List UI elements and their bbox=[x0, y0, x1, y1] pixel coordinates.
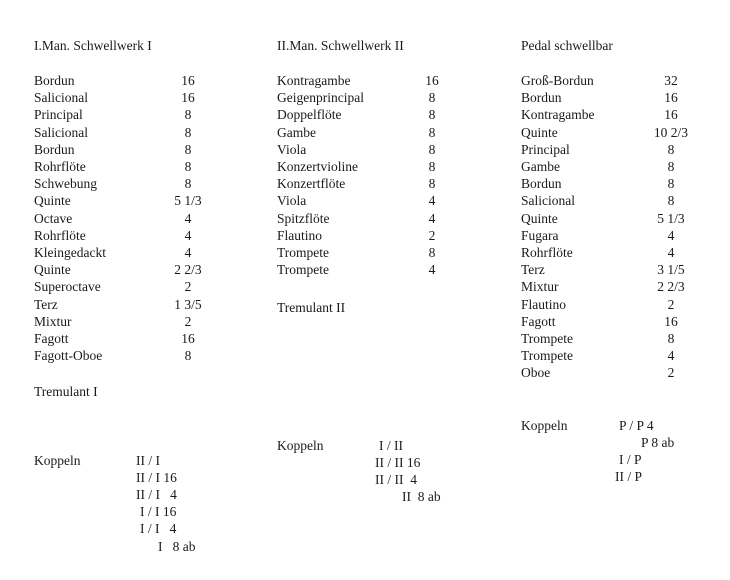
stop-size: 8 bbox=[428, 245, 436, 260]
stop-size: 2 2/3 bbox=[657, 279, 685, 295]
stop-name: Fugara bbox=[521, 227, 559, 243]
stop-size: 8 bbox=[184, 107, 192, 123]
stop-name: Quinte bbox=[521, 210, 558, 226]
stop-name: Quinte bbox=[34, 193, 71, 209]
stop-size: 8 bbox=[667, 193, 675, 209]
stop-name: Bordun bbox=[521, 176, 562, 192]
manual1-coupler: I / I 4 bbox=[140, 521, 177, 536]
stop-name: Schwebung bbox=[34, 176, 97, 192]
stop-name: Mixtur bbox=[34, 313, 72, 329]
stop-size: 16 bbox=[664, 313, 678, 329]
stop-name: Octave bbox=[34, 210, 73, 226]
stop-size: 4 bbox=[184, 227, 192, 243]
stop-size: 16 bbox=[181, 73, 195, 88]
stop-name: Salicional bbox=[34, 90, 88, 106]
stop-size: 16 bbox=[181, 90, 195, 106]
stop-size: 16 bbox=[425, 73, 439, 88]
stop-size: 8 bbox=[667, 331, 675, 346]
stop-name: Salicional bbox=[521, 193, 575, 209]
manual1-title: I.Man. Schwellwerk I bbox=[34, 38, 152, 53]
stop-name: Oboe bbox=[521, 365, 551, 381]
stop-name: Gambe bbox=[277, 124, 316, 140]
stop-name: Terz bbox=[521, 262, 545, 278]
manual2-coupler: II / II 16 bbox=[375, 455, 421, 470]
stop-size: 8 bbox=[428, 141, 436, 157]
stop-size: 8 bbox=[667, 141, 675, 157]
manual2-coupler: I / II bbox=[379, 438, 403, 453]
stop-name: Konzertflöte bbox=[277, 176, 346, 192]
stop-name: Flautino bbox=[277, 227, 323, 243]
pedal-coupler: P 8 ab bbox=[641, 435, 675, 450]
pedal-koppeln-label: Koppeln bbox=[521, 418, 568, 433]
stop-size: 2 2/3 bbox=[174, 262, 202, 278]
stop-size: 8 bbox=[184, 176, 192, 192]
stop-size: 8 bbox=[428, 176, 436, 192]
stop-name: Konzertvioline bbox=[277, 159, 358, 174]
stop-name: Geigenprincipal bbox=[277, 90, 364, 106]
stop-size: 8 bbox=[428, 90, 436, 106]
stop-size: 4 bbox=[667, 348, 675, 364]
stop-size: 16 bbox=[664, 90, 678, 106]
manual1-coupler: II / I 16 bbox=[136, 470, 177, 485]
pedal-coupler: I / P bbox=[619, 452, 642, 467]
stop-name: Viola bbox=[277, 193, 307, 209]
stop-name: Bordun bbox=[521, 90, 562, 106]
stop-size: 8 bbox=[184, 124, 192, 140]
pedal-title: Pedal schwellbar bbox=[521, 38, 613, 53]
stop-size: 4 bbox=[428, 262, 436, 278]
stop-size: 32 bbox=[664, 73, 678, 88]
stop-size: 8 bbox=[184, 159, 192, 174]
stop-size: 10 2/3 bbox=[653, 124, 689, 140]
stop-size: 8 bbox=[667, 159, 675, 174]
manual1-coupler: I / I 16 bbox=[140, 504, 177, 519]
stop-size: 16 bbox=[181, 331, 195, 346]
stop-name: Mixtur bbox=[521, 279, 559, 295]
stop-name: Trompete bbox=[277, 262, 330, 278]
stop-name: Principal bbox=[34, 107, 83, 123]
stop-size: 5 1/3 bbox=[174, 193, 202, 209]
pedal-coupler: II / P bbox=[615, 469, 642, 484]
stop-size: 2 bbox=[184, 313, 192, 329]
stop-name: Salicional bbox=[34, 124, 88, 140]
stop-name: Rohrflöte bbox=[34, 227, 86, 243]
stop-size: 4 bbox=[184, 210, 192, 226]
manual2-tremulant: Tremulant II bbox=[277, 300, 346, 315]
stop-name: Bordun bbox=[34, 141, 75, 157]
stop-name: Quinte bbox=[34, 262, 71, 278]
manual2-coupler: II / II 4 bbox=[375, 472, 417, 487]
stop-size: 4 bbox=[667, 245, 675, 260]
stop-name: Groß-Bordun bbox=[521, 73, 594, 88]
stop-size: 4 bbox=[428, 193, 436, 209]
stop-name: Doppelflöte bbox=[277, 107, 342, 123]
stop-size: 4 bbox=[428, 210, 436, 226]
pedal-coupler: P / P 4 bbox=[619, 418, 654, 433]
stop-name: Fagott-Oboe bbox=[34, 348, 103, 364]
stop-name: Trompete bbox=[521, 348, 574, 364]
stop-name: Fagott bbox=[521, 313, 556, 329]
stop-size: 2 bbox=[667, 296, 675, 312]
stop-size: 8 bbox=[184, 141, 192, 157]
stop-size: 5 1/3 bbox=[657, 210, 685, 226]
stop-size: 2 bbox=[428, 227, 436, 243]
stop-name: Spitzflöte bbox=[277, 210, 330, 226]
stop-name: Flautino bbox=[521, 296, 567, 312]
manual2-title: II.Man. Schwellwerk II bbox=[277, 38, 404, 53]
stop-name: Rohrflöte bbox=[521, 245, 573, 260]
stop-size: 1 3/5 bbox=[174, 296, 202, 312]
stop-name: Bordun bbox=[34, 73, 75, 88]
stop-name: Kontragambe bbox=[521, 107, 595, 123]
stop-name: Kontragambe bbox=[277, 73, 351, 88]
manual2-koppeln-label: Koppeln bbox=[277, 438, 324, 453]
stop-name: Viola bbox=[277, 141, 307, 157]
stop-size: 8 bbox=[428, 159, 436, 174]
stop-size: 4 bbox=[184, 245, 192, 260]
stop-size: 3 1/5 bbox=[657, 262, 685, 278]
stop-name: Quinte bbox=[521, 124, 558, 140]
stop-size: 2 bbox=[667, 365, 675, 381]
stop-size: 8 bbox=[667, 176, 675, 192]
stop-name: Fagott bbox=[34, 331, 69, 346]
manual1-koppeln-label: Koppeln bbox=[34, 453, 81, 468]
manual1-coupler: I 8 ab bbox=[158, 539, 196, 554]
stop-size: 16 bbox=[664, 107, 678, 123]
stop-name: Superoctave bbox=[34, 279, 101, 295]
stop-name: Rohrflöte bbox=[34, 159, 86, 174]
stop-name: Terz bbox=[34, 296, 58, 312]
stop-size: 8 bbox=[428, 107, 436, 123]
stop-size: 4 bbox=[667, 227, 675, 243]
stop-name: Principal bbox=[521, 141, 570, 157]
manual2-coupler: II 8 ab bbox=[402, 489, 441, 504]
manual1-coupler: II / I 4 bbox=[136, 487, 177, 502]
stop-size: 8 bbox=[428, 124, 436, 140]
stop-size: 2 bbox=[184, 279, 192, 295]
stop-name: Gambe bbox=[521, 159, 560, 174]
stop-size: 8 bbox=[184, 348, 192, 364]
manual1-coupler: II / I bbox=[136, 453, 160, 468]
stop-name: Kleingedackt bbox=[34, 245, 106, 260]
stop-name: Trompete bbox=[277, 245, 330, 260]
stop-name: Trompete bbox=[521, 331, 574, 346]
manual1-tremulant: Tremulant I bbox=[34, 384, 98, 399]
